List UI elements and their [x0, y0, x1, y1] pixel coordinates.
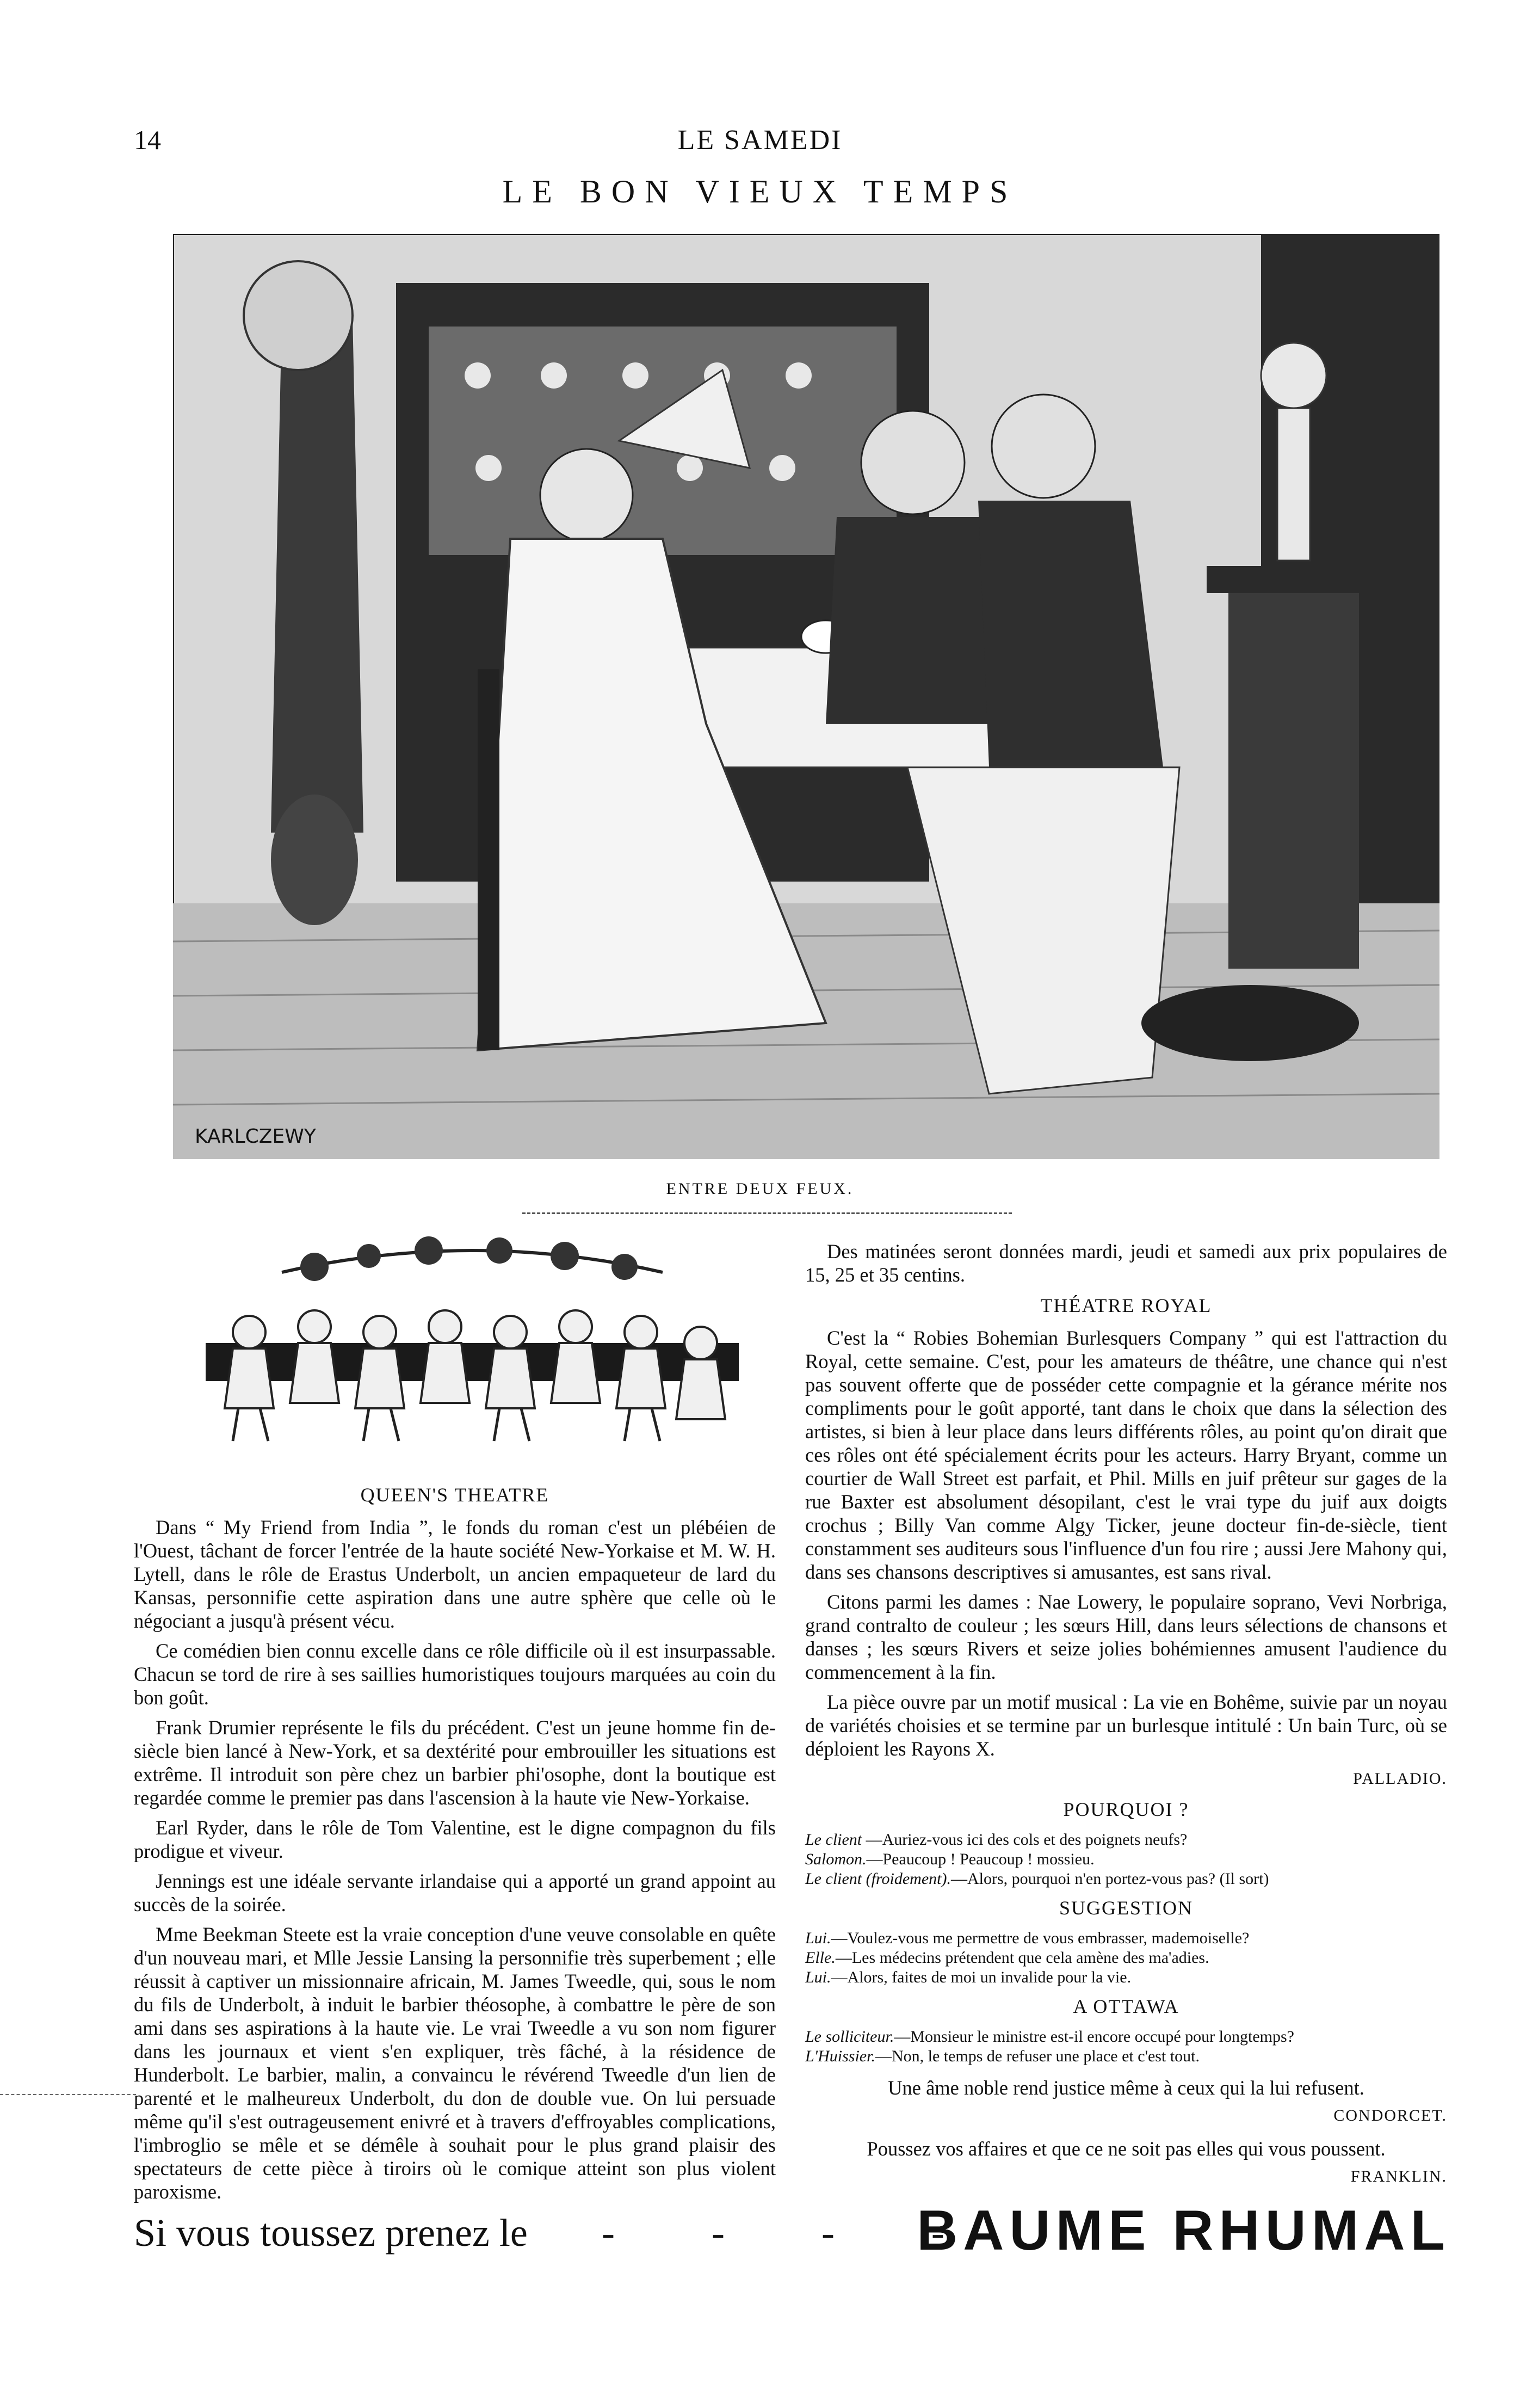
article-paragraph: Dans “ My Friend from India ”, le fonds du roman c'est un plébéien de l'Ouest, tâchant de forcer l'entrée de la haute société New-Yorkaise et M. W. H. Lytell, dans le rôle de Erastus Underbolt, un ancien empaqueteur de lard du Kansas, personnifie cette aspiration dans une autre sphère que celle où le négociant a jusqu'à présent vécu.: [134, 1516, 776, 1632]
quotation: Poussez vos affaires et que ce ne soit pas elles qui vous poussent.: [867, 2138, 1386, 2160]
dancing-children-vignette: [173, 1234, 771, 1463]
advertisement: [134, 2198, 1450, 2264]
advertisement-text: Si vous toussez prenez le: [134, 2211, 528, 2255]
right-column: [805, 1240, 1447, 2196]
page-number: 14: [134, 125, 161, 155]
divider-rule: [522, 1212, 1012, 1214]
quotation: Une âme noble rend justice même à ceux qui la lui refusent.: [888, 2077, 1364, 2099]
article-paragraph: Citons parmi les dames : Nae Lowery, le populaire soprano, Vevi Norbriga, grand contralto de couleur ; les sœurs Hill, dans leurs sélections de chansons et danses ; les sœurs Rivers et seize jolies bohémiennes amusent l'audience du commencement à la fin.: [805, 1591, 1447, 1683]
author-signature: PALLADIO.: [1353, 1770, 1447, 1788]
dialogue-line: Lui.—Voulez-vous me permettre de vous embrasser, mademoiselle?: [805, 1929, 1250, 1947]
dialogue-line: Elle.—Les médecins prétendent que cela amène des ma'adies.: [805, 1949, 1209, 1967]
quotation-author: CONDORCET.: [1333, 2107, 1447, 2124]
suggestion-heading: SUGGESTION: [1059, 1897, 1193, 1919]
article-paragraph: La pièce ouvre par un motif musical : La vie en Bohême, suivie par un noyau de variétés choisies et se termine par un burlesque intitulé : Un bain Turc, où se déploient les Rayons X.: [805, 1691, 1447, 1760]
engraving-signature: KARLCZEWY: [195, 1125, 316, 1148]
running-head: LE SAMEDI: [677, 125, 843, 156]
quotation-author: FRANKLIN.: [1350, 2167, 1447, 2185]
article-paragraph: Frank Drumier représente le fils du précédent. C'est un jeune homme fin de-siècle bien lancé à New-York, et sa dextérité pour embrouiller les situations est extrême. Il introduit son père chez un barbier phi'osophe, dont la boutique est regardée comme le premier pas dans l'ascension à la haute vie New-Yorkaise.: [134, 1716, 776, 1809]
advertisement-brand: BAUME RHUMAL: [917, 2199, 1450, 2262]
left-column: [134, 1476, 776, 2210]
advertisement-leader-dots: - - - -: [602, 2211, 988, 2255]
margin-mark: [0, 2094, 136, 2095]
theatre-royal-heading: THÉATRE ROYAL: [1040, 1295, 1212, 1316]
article-paragraph: Earl Ryder, dans le rôle de Tom Valentine, est le digne compagnon du fils prodigue et viveur.: [134, 1816, 776, 1862]
engraving-illustration: [173, 234, 1439, 1159]
article-paragraph: Jennings est une idéale servante irlandaise qui a apporté un grand appoint au succès de la soirée.: [134, 1870, 776, 1916]
matinees-paragraph: Des matinées seront données mardi, jeudi et samedi aux prix populaires de 15, 25 et 35 centins.: [805, 1240, 1447, 1286]
article-paragraph: Mme Beekman Steete est la vraie conception d'une veuve consolable en quête d'un nouveau mari, et Mlle Jessie Lansing la personnifie très superbement ; elle réussit à captiver un missionnaire africain, M. James Tweedle, qui, sous le nom du fils de Underbolt, à induit le barbier théosophe, à combattre le père de son ami dans ses aspirations à la haute vie. Le vrai Tweedle a vu son nom figurer dans les journaux et vient s'en expliquer, très fâché, à la résidence de Hunderbolt. Le barbier, malin, a convaincu le révérend Tweedle d'un lien de parenté et le malheureux Underbolt, du don de double vue. On lui persuade même qu'il s'est outrageusement enivré et à travers d'effroyables complications, l'imbroglio se mêle et se démêle à souhait pour le plus grand plaisir des spectateurs de cette pièce à tiroirs où le comique atteint son plus violent paroxisme.: [134, 1923, 776, 2203]
dialogue-line: Lui.—Alors, faites de moi un invalide pour la vie.: [805, 1968, 1132, 1986]
feature-title: LE BON VIEUX TEMPS: [502, 174, 1018, 210]
article-paragraph: Ce comédien bien connu excelle dans ce rôle difficile où il est insurpassable. Chacun se tord de rire à ses saillies humoristiques toujours marquées au coin du bon goût.: [134, 1640, 776, 1709]
ottawa-heading: A OTTAWA: [1073, 1996, 1179, 2017]
dialogue-line: Salomon.—Peaucoup ! Peaucoup ! mossieu.: [805, 1850, 1095, 1868]
illustration-caption: ENTRE DEUX FEUX.: [666, 1180, 854, 1198]
pourquoi-heading: POURQUOI ?: [1063, 1799, 1189, 1820]
dialogue-line: Le client —Auriez-vous ici des cols et des poignets neufs?: [805, 1831, 1188, 1849]
queens-theatre-heading: QUEEN'S THEATRE: [360, 1484, 549, 1506]
dialogue-line: Le solliciteur.—Monsieur le ministre est-il encore occupé pour longtemps?: [805, 2028, 1294, 2046]
dialogue-line: Le client (froidement).—Alors, pourquoi n'en portez-vous pas? (Il sort): [805, 1870, 1269, 1888]
dialogue-line: L'Huissier.—Non, le temps de refuser une place et c'est tout.: [805, 2047, 1200, 2065]
article-paragraph: C'est la “ Robies Bohemian Burlesquers Company ” qui est l'attraction du Royal, cette semaine. C'est, pour les amateurs de théâtre, une chance qui n'est pas souvent offerte que de posséder cette compagnie et la gérance mérite nos compliments pour le goût apporté, tant dans le choix que dans la sélection des artistes, si bien à leur place dans leurs différents rôles, au point qu'on dirait que ces rôles ont été spécialement écrits pour les acteurs. Harry Bryant, comme un courtier de Wall Street est parfait, et Phil. Mills en juif prêteur sur gages de la rue Baxter est absolument désopilant, c'est le vrai type du juif aux doigts crochus ; Billy Van comme Algy Ticker, jeune docteur fin-de-siècle, tient constamment ses auditeurs sous l'influence d'un fou rire ; aussi Jere Mahony qui, dans ses chansons descriptives si amusantes, est sans rival.: [805, 1327, 1447, 1583]
